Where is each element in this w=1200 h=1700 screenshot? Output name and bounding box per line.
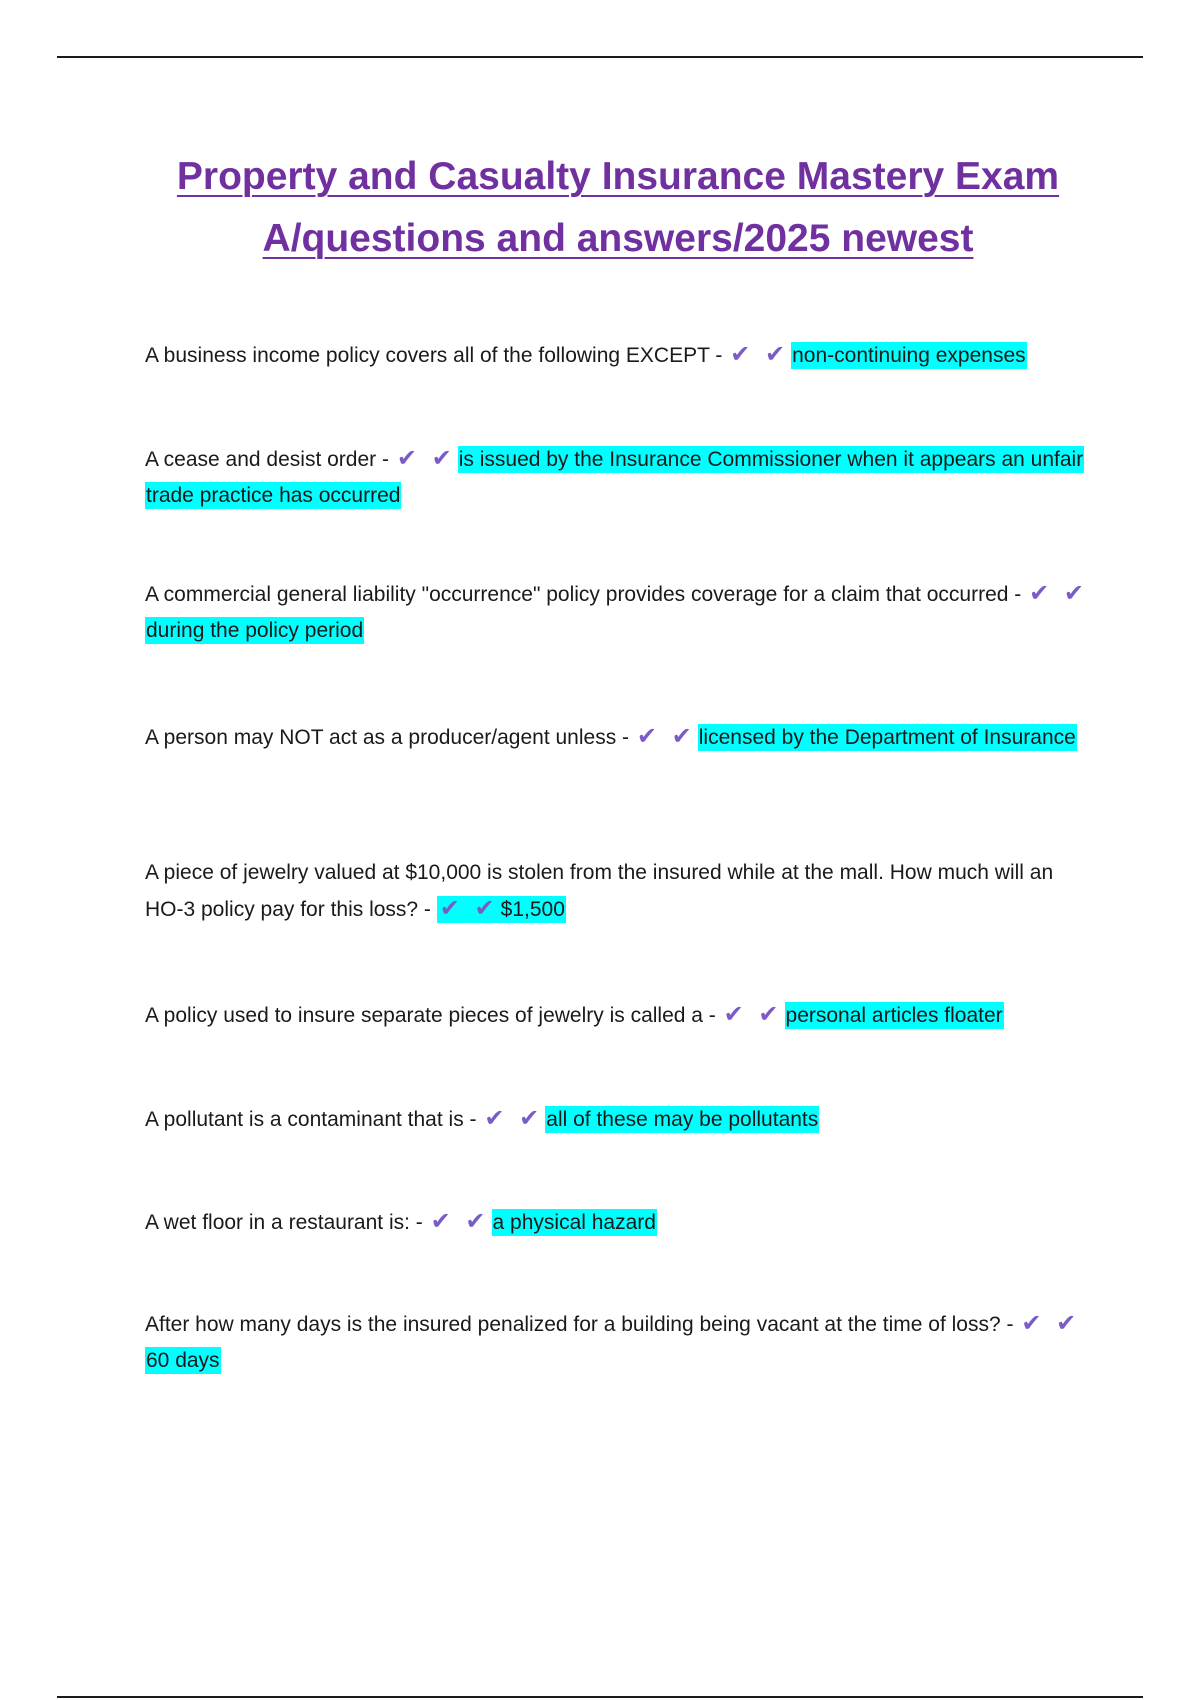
- answer-text: all of these may be pollutants: [546, 1108, 819, 1131]
- qa-item: [145, 337, 1090, 374]
- question-text: A cease and desist order -: [145, 448, 389, 471]
- double-checkmark-icon: ✔ ✔: [484, 1105, 544, 1132]
- question-text: A business income policy covers all of the following EXCEPT -: [145, 344, 723, 367]
- double-checkmark-icon: ✔ ✔: [396, 445, 456, 472]
- bottom-rule: [57, 1696, 1143, 1698]
- double-checkmark-icon: ✔ ✔: [439, 895, 499, 922]
- answer-text: 60 days: [146, 1349, 220, 1372]
- answer-text: non-continuing expenses: [792, 344, 1026, 367]
- qa-item: [145, 1101, 1090, 1138]
- answer-text: $1,500: [500, 898, 565, 921]
- page-title: [0, 146, 1200, 270]
- answer-text: personal articles floater: [785, 1004, 1003, 1027]
- top-rule: [57, 56, 1143, 58]
- question-text: A commercial general liability "occurrence" policy provides coverage for a claim that occurred -: [145, 583, 1022, 606]
- answer-highlight: [437, 896, 566, 923]
- page-title-line-2: A/questions and answers/2025 newest: [262, 217, 974, 260]
- question-text: A policy used to insure separate pieces of jewelry is called a -: [145, 1004, 716, 1027]
- qa-item: [145, 1306, 1090, 1379]
- qa-item: [145, 576, 1090, 649]
- question-text: A pollutant is a contaminant that is -: [145, 1108, 477, 1131]
- answer-text: during the policy period: [146, 619, 364, 642]
- double-checkmark-icon: ✔ ✔: [730, 341, 790, 368]
- answer-text: a physical hazard: [492, 1211, 656, 1234]
- double-checkmark-icon: ✔ ✔: [723, 1001, 783, 1028]
- qa-item: [145, 441, 1090, 514]
- double-checkmark-icon: ✔ ✔: [1029, 580, 1089, 607]
- qa-item: [145, 855, 1090, 928]
- answer-text: is issued by the Insurance Commissioner when it appears an unfair trade practice has occurred: [146, 448, 1084, 507]
- question-text: A person may NOT act as a producer/agent unless -: [145, 726, 630, 749]
- question-text: A wet floor in a restaurant is: -: [145, 1211, 423, 1234]
- qa-item: [145, 1204, 1090, 1241]
- page-title-line-1: Property and Casualty Insurance Mastery Exam: [176, 155, 1060, 198]
- qa-item: [145, 719, 1090, 756]
- answer-text: licensed by the Department of Insurance: [698, 726, 1076, 749]
- question-text: A piece of jewelry valued at $10,000 is stolen from the insured while at the mall. How much will an HO-3 policy pay for this loss? -: [145, 861, 1054, 921]
- double-checkmark-icon: ✔ ✔: [1021, 1310, 1081, 1337]
- qa-item: [145, 997, 1090, 1034]
- question-text: After how many days is the insured penalized for a building being vacant at the time of loss? -: [145, 1313, 1014, 1336]
- double-checkmark-icon: ✔ ✔: [430, 1208, 490, 1235]
- double-checkmark-icon: ✔ ✔: [636, 723, 696, 750]
